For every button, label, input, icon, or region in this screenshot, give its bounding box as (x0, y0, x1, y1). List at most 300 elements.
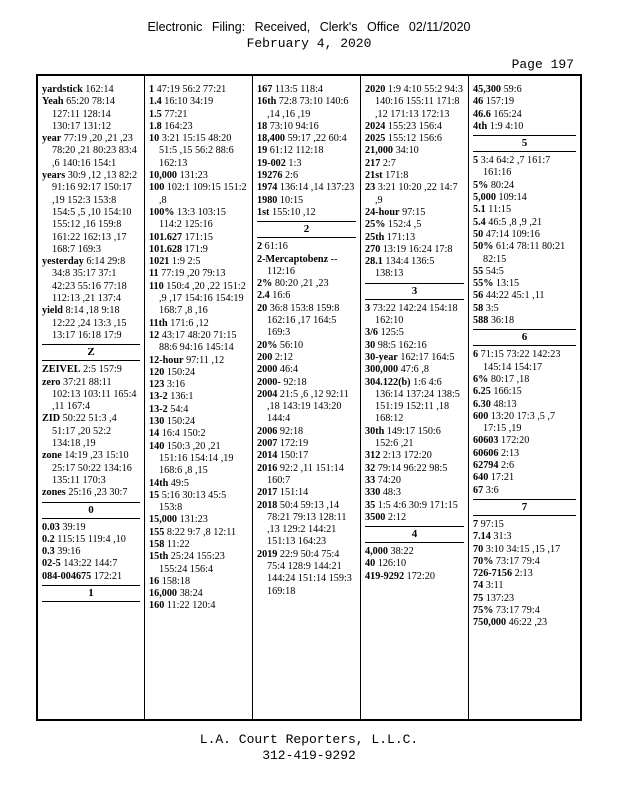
index-entry (149, 268, 248, 280)
page-line-refs: 172:19 (279, 438, 309, 450)
page-line-refs: 37:21 88:11 102:13 103:11 165:4 ,11 167:4 (52, 376, 137, 413)
index-word: 140 (149, 440, 165, 452)
index-entry (473, 290, 576, 302)
index-word: 726-7156 (473, 568, 513, 580)
index-word: yardstick (42, 84, 83, 95)
page-line-refs: 80:24 (490, 179, 515, 191)
page-line-refs: 73:22 142:24 154:18 162:10 (372, 302, 458, 327)
page-line-refs: 17:21 (490, 472, 515, 484)
index-entry (257, 450, 356, 462)
page-line-refs: 16:10 34:19 (164, 96, 214, 108)
index-entry (149, 379, 248, 391)
index-word: 16th (257, 96, 277, 108)
index-word: 60603 (473, 435, 499, 447)
index-word: 60606 (473, 447, 499, 459)
index-entry (257, 145, 356, 157)
index-word: 120 (149, 366, 165, 378)
index-entry (257, 290, 356, 302)
index-entry (149, 551, 248, 576)
index-word: 0.2 (42, 533, 55, 545)
page-line-refs: 13:20 17:3 ,5 ,7 17:15 ,19 (483, 410, 556, 435)
column-divider (252, 76, 253, 719)
page-line-refs: 46:4 (279, 364, 299, 376)
index-entry (365, 145, 464, 157)
index-entry (257, 254, 356, 279)
page-line-refs: 38:22 (390, 546, 414, 558)
index-word: 55 (473, 265, 484, 277)
page-line-refs: 59:17 ,22 60:4 (287, 133, 347, 145)
index-word: 4,000 (365, 546, 388, 558)
index-word: 2017 (257, 487, 278, 499)
index-word: 18,400 (257, 133, 286, 145)
index-word: 312 (365, 450, 381, 462)
index-word: 2000- (257, 376, 281, 388)
page-line-refs: 5:16 30:13 45:5 153:8 (159, 489, 227, 514)
page-line-refs: 59:6 (503, 84, 522, 95)
page-line-refs: 72:8 73:10 140:6 ,14 ,16 ,19 (267, 96, 349, 120)
index-entry (473, 96, 576, 108)
index-entry (149, 281, 248, 318)
index-entry (149, 355, 248, 367)
index-word: 10,000 (149, 170, 178, 182)
page-line-refs: 44:22 45:1 ,11 (485, 290, 545, 302)
page-line-refs: 125:5 (380, 327, 404, 339)
page-line-refs: 155:23 156:4 (387, 120, 442, 132)
index-entry (257, 158, 356, 170)
index-entry (149, 428, 248, 440)
page-line-refs: 77:19 ,20 79:13 (161, 268, 226, 280)
index-word: 23 (365, 182, 376, 194)
index-word: 10 (149, 133, 160, 145)
index-word: 7.14 (473, 531, 491, 543)
index-entry (257, 438, 356, 450)
index-word: 101.627 (149, 231, 183, 243)
index-entry (473, 531, 576, 543)
index-word: 2 (257, 241, 263, 253)
index-entry (257, 377, 356, 389)
page-line-refs: 97:15 (402, 206, 426, 218)
page-line-refs: 2:13 (514, 568, 533, 580)
index-entry (365, 450, 464, 462)
index-word: 25% (365, 219, 386, 231)
index-word: 101.628 (149, 243, 183, 255)
index-entry (473, 448, 576, 460)
index-word: 2007 (257, 438, 278, 450)
page-line-refs: 92:18 (279, 425, 304, 437)
index-entry (365, 426, 464, 451)
index-entry (473, 229, 576, 241)
page-line-refs: 11:22 120:4 (166, 600, 216, 612)
index-word: 13-2 (149, 391, 168, 403)
index-entry (257, 133, 356, 145)
page-line-refs: 137:23 (485, 592, 515, 604)
index-entry (42, 256, 140, 305)
page-line-refs: 73:17 79:4 (495, 604, 540, 616)
index-word: 2006 (257, 425, 278, 437)
index-word: 14 (149, 428, 160, 440)
index-entry (365, 84, 464, 121)
index-word: zone (42, 450, 62, 462)
index-entry (149, 588, 248, 600)
index-word: 6 (473, 349, 479, 361)
index-entry (473, 204, 576, 216)
page-line-refs: 3:16 (166, 379, 185, 391)
index-word: 30-year (365, 351, 398, 363)
index-entry (365, 500, 464, 512)
index-word: 58 (473, 302, 484, 314)
index-word: 217 (365, 157, 381, 169)
page-line-refs: 157:19 (485, 96, 515, 108)
index-column-3 (257, 84, 356, 716)
index-word: 1.4 (149, 96, 162, 108)
index-entry (42, 305, 140, 342)
index-word: 419-9292 (365, 570, 405, 582)
index-entry (149, 96, 248, 108)
page-line-refs: 47:19 56:2 77:21 (156, 84, 227, 95)
column-divider (468, 76, 469, 719)
filing-stamp: Electronic Filing: Received, Clerk's Office 02/11/2020 (147, 20, 471, 34)
page-line-refs: 3:21 10:20 ,22 14:7 ,9 (375, 182, 458, 206)
index-word: 16 (149, 575, 160, 587)
index-entry (257, 241, 356, 253)
page-line-refs: 131:23 (179, 170, 208, 182)
index-entry (257, 278, 356, 290)
index-entry (365, 377, 464, 426)
index-entry (149, 182, 248, 207)
index-entry (473, 544, 576, 556)
index-entry (257, 352, 356, 364)
page-line-refs: 165:24 (493, 108, 522, 120)
index-word: 20 (257, 302, 268, 314)
index-word: 123 (149, 379, 165, 391)
index-word: 100 (149, 182, 165, 194)
column-divider (144, 76, 145, 719)
index-entry (473, 109, 576, 121)
index-entry (365, 463, 464, 475)
page-line-refs: 13:19 16:24 17:8 (382, 243, 453, 255)
index-word: 7 (473, 518, 479, 530)
index-entry (42, 364, 140, 376)
index-entry (257, 487, 356, 499)
page-line-refs: 39:19 (62, 521, 86, 533)
page-line-refs: 61:4 78:11 80:21 82:15 (483, 241, 566, 265)
index-word: 70% (473, 555, 494, 567)
index-word: 130 (149, 416, 165, 428)
page-line-refs: 31:3 (493, 531, 512, 543)
index-entry (473, 121, 576, 133)
index-entry (257, 182, 356, 194)
page-line-refs: 2:6 (285, 170, 299, 182)
index-entry (257, 463, 356, 488)
column-divider (36, 74, 38, 721)
page-line-refs: 126:10 (377, 558, 407, 570)
index-entry (365, 512, 464, 524)
page-line-refs: 171:13 (386, 231, 416, 243)
page-line-refs: 73:17 79:4 (495, 555, 540, 567)
index-word: 30 (365, 339, 376, 351)
page-line-refs: 3:21 15:15 48:20 51:5 ,15 56:2 88:6 162:13 (159, 133, 234, 169)
index-column-5 (473, 84, 576, 716)
index-entry (473, 411, 576, 436)
index-word: 15 (149, 489, 160, 501)
index-word: 2014 (257, 450, 278, 462)
index-word: 5 (473, 155, 479, 167)
index-word: 5,000 (473, 192, 496, 204)
page-line-refs: 150:3 ,20 ,21 151:16 154:14 ,19 168:6 ,8 ,15 (159, 440, 234, 477)
page-number: Page 197 (511, 57, 574, 72)
index-column-1 (42, 84, 140, 716)
index-word: 45,300 (473, 84, 502, 95)
page-line-refs: 25:16 ,23 30:7 (68, 487, 128, 499)
index-word: 2018 (257, 499, 278, 511)
index-entry (42, 571, 140, 583)
page-line-refs: 16:4 150:2 (161, 428, 206, 440)
index-word: 2004 (257, 388, 278, 400)
index-entry (149, 576, 248, 588)
index-entry (257, 207, 356, 219)
index-word: 50% (473, 241, 494, 253)
index-word: ZEIVEL (42, 364, 81, 376)
section-header: 0 (42, 502, 140, 519)
page-line-refs: 3:4 64:2 ,7 161:7 161:16 (480, 155, 551, 179)
index-entry (257, 426, 356, 438)
index-word: 1021 (149, 256, 170, 268)
index-entry (42, 377, 140, 414)
index-entry (149, 539, 248, 551)
index-word: zero (42, 376, 61, 388)
page-line-refs: 3:10 34:15 ,15 ,17 (485, 543, 561, 555)
page-line-refs: 49:5 (170, 477, 189, 489)
page-line-refs: 109:14 (498, 192, 527, 204)
index-word: 200 (257, 351, 273, 363)
index-entry (473, 605, 576, 617)
index-entry (149, 391, 248, 403)
page-line-refs: 13:15 (495, 278, 520, 290)
index-entry (149, 256, 248, 268)
index-entry (149, 490, 248, 515)
page-line-refs: 150:24 (166, 416, 196, 428)
page-line-refs: 150:17 (279, 450, 309, 462)
page-line-refs: 171:6 ,12 (170, 317, 209, 329)
page-line-refs: 2:13 (501, 447, 520, 459)
index-word: 2.4 (257, 290, 270, 302)
index-entry (149, 527, 248, 539)
index-entry (365, 327, 464, 339)
index-word: 11 (149, 268, 159, 280)
page-line-refs: 1:9 2:5 (171, 256, 201, 268)
index-entry (42, 84, 140, 96)
page-line-refs: 136:14 ,14 137:23 (279, 182, 355, 194)
page-line-refs: 43:17 48:20 71:15 88:6 94:16 145:14 (159, 329, 237, 354)
index-entry (473, 303, 576, 315)
page-line-refs: 1:6 4:6 136:14 137:24 138:5 151:19 152:11 ,18 168:12 (375, 376, 460, 425)
page-line-refs: 56:10 (279, 339, 304, 351)
page-line-refs: 80:17 ,18 (490, 373, 530, 385)
index-entry (42, 133, 140, 170)
index-entry (149, 109, 248, 121)
footer-company: L.A. Court Reporters, L.L.C. (199, 732, 419, 747)
index-word: 02-5 (42, 558, 61, 570)
index-word: 50 (473, 228, 484, 240)
top-border (36, 74, 582, 76)
index-word: 20% (257, 339, 278, 351)
index-word: 1.5 (149, 108, 162, 120)
page-line-refs: 134:4 136:5 138:13 (375, 256, 435, 280)
index-word: 084-004675 (42, 570, 92, 582)
index-word: 15th (149, 551, 169, 563)
index-word: 304.122(b) (365, 376, 411, 388)
index-word: 62794 (473, 460, 499, 472)
index-entry (257, 340, 356, 352)
index-entry (149, 207, 248, 232)
index-entry (473, 435, 576, 447)
index-entry (473, 192, 576, 204)
index-word: 2000 (257, 364, 278, 376)
index-word: 6.30 (473, 398, 491, 410)
index-entry (149, 600, 248, 612)
page-line-refs: 65:20 78:14 127:11 128:14 130:17 131:12 (52, 96, 116, 132)
page-line-refs: 102:1 109:15 151:2 ,8 (159, 182, 247, 206)
index-entry (257, 549, 356, 598)
index-entry (149, 514, 248, 526)
page-line-refs: 162:14 (85, 84, 114, 95)
index-entry (473, 84, 576, 96)
index-entry (365, 232, 464, 244)
page-line-refs: 113:5 118:4 (274, 84, 324, 95)
index-entry (149, 330, 248, 355)
index-word: 75 (473, 592, 484, 604)
index-entry (149, 244, 248, 256)
index-entry (365, 558, 464, 570)
index-entry (257, 303, 356, 340)
index-entry (473, 399, 576, 411)
page-line-refs: 2:12 (387, 511, 407, 523)
index-word: 12 (149, 329, 160, 341)
section-header: 3 (365, 283, 464, 300)
index-entry (365, 571, 464, 583)
index-word: 56 (473, 290, 484, 302)
index-word: 2-Mercaptobenz (257, 253, 329, 265)
page-line-refs: 47:14 109:16 (485, 228, 540, 240)
page-line-refs: 2:13 172:20 (382, 450, 432, 462)
index-entry (365, 546, 464, 558)
index-word: 30th (365, 425, 385, 437)
index-word: 55% (473, 278, 494, 290)
index-entry (473, 266, 576, 278)
page-line-refs: 162:17 164:5 (400, 351, 455, 363)
index-word: 35 (365, 499, 376, 511)
index-word: 1974 (257, 182, 278, 194)
page-line-refs: 34:10 (395, 145, 419, 157)
page-line-refs: 30:9 ,12 ,13 82:2 91:16 92:17 150:17 ,19 152:3 153:8 154:5 ,5 ,10 154:10 155:12 ,16 159:8 161:22 162:13 ,17 168:7 169:3 (52, 170, 138, 255)
page-line-refs: 16:6 (272, 290, 291, 302)
index-word: 1.8 (149, 120, 162, 132)
index-entry (257, 500, 356, 549)
index-word: 160 (149, 600, 165, 612)
page-line-refs: 3:5 (485, 302, 499, 314)
page-line-refs: 79:14 96:22 98:5 (377, 462, 448, 474)
index-word: ZID (42, 413, 61, 425)
section-header: 5 (473, 135, 576, 152)
index-entry (365, 244, 464, 256)
page-line-refs: 21:5 ,6 ,12 92:11 ,18 143:19 143:20 144:4 (267, 388, 349, 425)
index-entry (42, 413, 140, 450)
index-word: Yeah (42, 96, 64, 108)
index-word: 12-hour (149, 354, 184, 366)
index-word: 74 (473, 580, 484, 592)
index-column-2 (149, 84, 248, 716)
index-word: 0.3 (42, 546, 55, 558)
index-entry (473, 580, 576, 592)
index-entry (42, 534, 140, 546)
index-word: 14th (149, 477, 169, 489)
index-entry (473, 374, 576, 386)
index-word: 2020 (365, 84, 386, 95)
index-word: 46 (473, 96, 484, 108)
page-line-refs: -- 112:16 (267, 253, 338, 277)
page-line-refs: 92:18 (283, 376, 307, 388)
page-line-refs: 172:20 (501, 435, 530, 447)
index-entry (149, 84, 248, 96)
page-line-refs: 152:4 ,5 (387, 219, 422, 231)
index-entry (473, 217, 576, 229)
index-entry (365, 158, 464, 170)
page-line-refs: 172:21 (93, 570, 123, 582)
index-word: 24-hour (365, 206, 400, 218)
page-line-refs: 155:10 ,12 (272, 206, 316, 218)
index-word: 2019 (257, 548, 278, 560)
index-word: 67 (473, 484, 484, 496)
index-entry (473, 155, 576, 180)
column-divider (580, 74, 582, 721)
index-word: 3500 (365, 511, 386, 523)
index-word: 600 (473, 410, 489, 422)
section-header: 4 (365, 526, 464, 543)
index-word: 16,000 (149, 588, 178, 600)
page-line-refs: 151:14 (279, 487, 309, 499)
index-word: 6.25 (473, 386, 491, 398)
index-entry (365, 256, 464, 281)
footer-phone: 312-419-9292 (262, 748, 356, 763)
index-entry (365, 121, 464, 133)
index-word: 11th (149, 317, 168, 329)
index-word: 167 (257, 84, 273, 95)
page-line-refs: 2:5 157:9 (83, 364, 122, 376)
index-entry (42, 450, 140, 487)
page-line-refs: 50:4 59:13 ,14 78:21 79:13 128:11 ,13 129:2 144:21 151:13 164:23 (267, 499, 347, 548)
index-word: 3 (365, 302, 371, 314)
index-entry (473, 315, 576, 327)
index-entry (365, 170, 464, 182)
index-entry (257, 170, 356, 182)
transcript-date: February 4, 2020 (246, 36, 372, 51)
index-word: year (42, 133, 62, 145)
page-line-refs: 46:5 ,8 ,9 ,21 (488, 216, 543, 228)
page-line-refs: 47:6 ,8 (400, 364, 429, 376)
index-entry (473, 472, 576, 484)
page-line-refs: 92:2 ,11 151:14 160:7 (267, 462, 344, 486)
page-line-refs: 80:20 ,21 ,23 (274, 278, 329, 290)
index-entry (365, 133, 464, 145)
index-word: 75% (473, 604, 494, 616)
page-line-refs: 77:19 ,20 ,21 ,23 78:20 ,21 80:23 83:4 ,6 140:16 154:1 (52, 133, 137, 169)
page-line-refs: 10:15 (279, 194, 304, 206)
index-word: 3/6 (365, 327, 379, 339)
index-word: 100% (149, 206, 175, 218)
index-word: 32 (365, 462, 376, 474)
page-line-refs: 171:8 (385, 170, 409, 182)
index-word: 33 (365, 474, 376, 486)
